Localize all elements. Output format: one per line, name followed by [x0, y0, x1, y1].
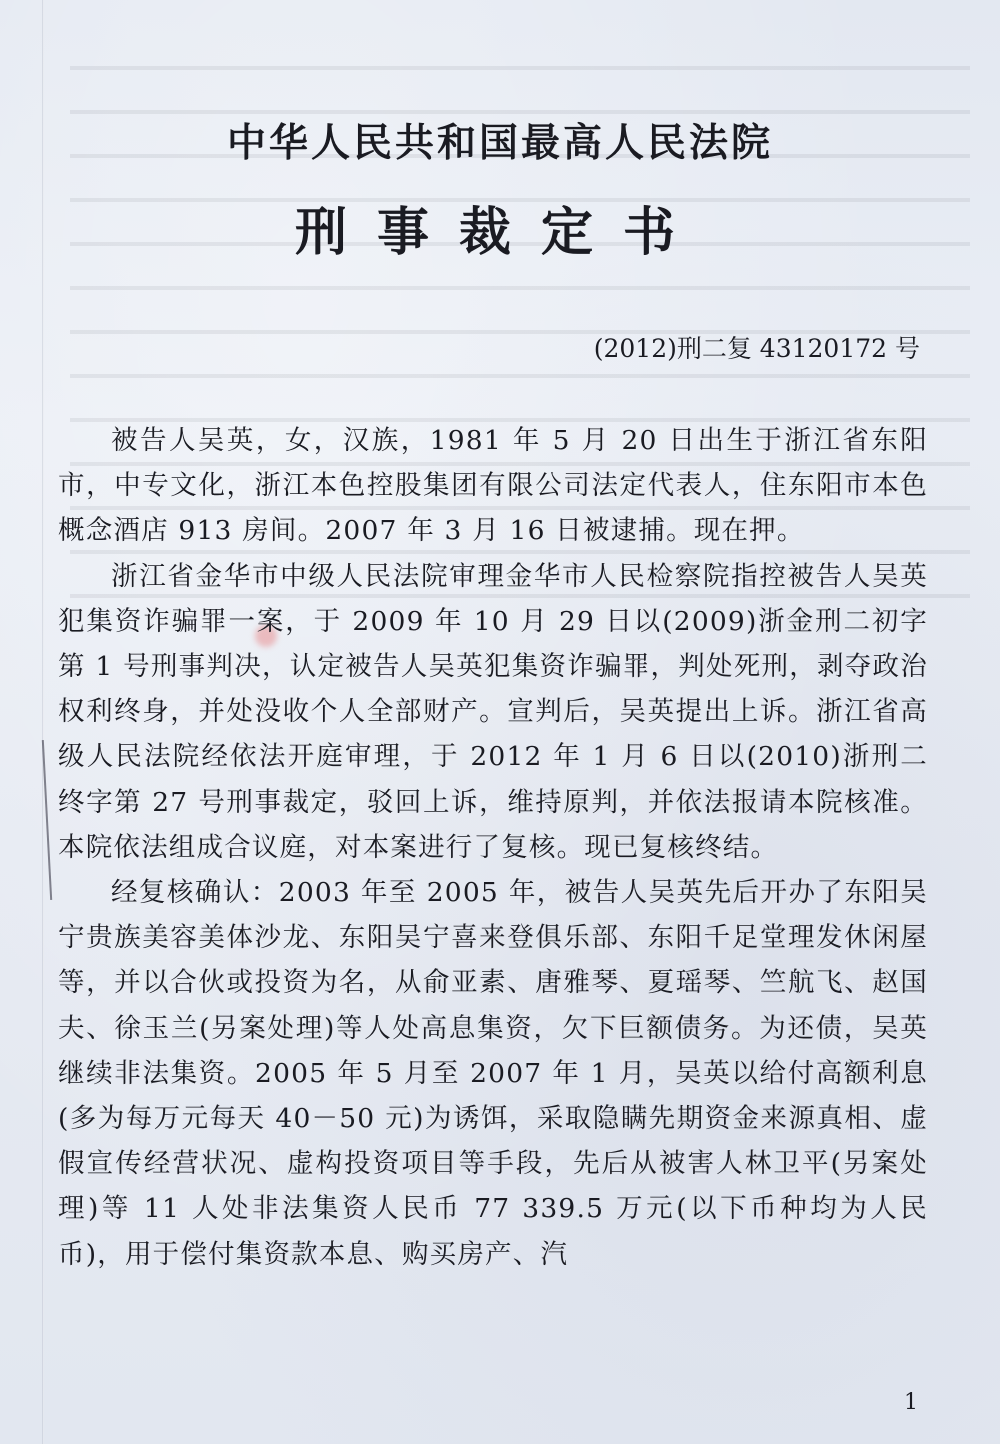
- paragraph-defendant-info: 被告人吴英，女，汉族，1981 年 5 月 20 日出生于浙江省东阳市，中专文化，浙江本色控股集团有限公司法定代表人，住东阳市本色概念酒店 913 房间。2007 年 3 月 16 日被逮捕。现在押。: [58, 425, 928, 547]
- paragraph-case-history: 浙江省金华市中级人民法院审理金华市人民检察院指控被告人吴英犯集资诈骗罪一案，于 2009 年 10 月 29 日以(2009)浙金刑二初字第 1 号刑事判决，认定被告人吴英犯集资诈骗罪，判处死刑，剥夺政治权利终身，并处没收个人全部财产。宣判后，吴英提出上诉。浙江省高级人民法院经依法开庭审理，于 2012 年 1 月 6 日以(2010)浙刑二终字第 27 号刑事裁定，驳回上诉，维持原判，并依法报请本院核准。本院依法组成合议庭，对本案进行了复核。现已复核终结。: [58, 560, 928, 863]
- document-type-heading: 刑事裁定书: [294, 202, 705, 263]
- document-body: [58, 418, 928, 1277]
- court-name-heading: 中华人民共和国最高人民法院: [226, 120, 773, 166]
- case-number: (2012)刑二复 43120172 号: [593, 334, 920, 363]
- page-number: 1: [904, 1390, 918, 1415]
- paragraph-findings: 经复核确认：2003 年至 2005 年，被告人吴英先后开办了东阳吴宁贵族美容美体沙龙、东阳吴宁喜来登俱乐部、东阳千足堂理发休闲屋等，并以合伙或投资为名，从俞亚素、唐雅琴、夏瑶琴、竺航飞、赵国夫、徐玉兰(另案处理)等人处高息集资，欠下巨额债务。为还债，吴英继续非法集资。2005 年 5 月至 2007 年 1 月，吴英以给付高额利息(多为每万元每天 40－50 元)为诱饵，采取隐瞒先期资金来源真相、虚假宣传经营状况、虚构投资项目等手段，先后从被害人林卫平(另案处理)等 11 人处非法集资人民币 77 339.5 万元(以下币种均为人民币)，用于偿付集资款本息、购买房产、汽: [58, 877, 928, 1270]
